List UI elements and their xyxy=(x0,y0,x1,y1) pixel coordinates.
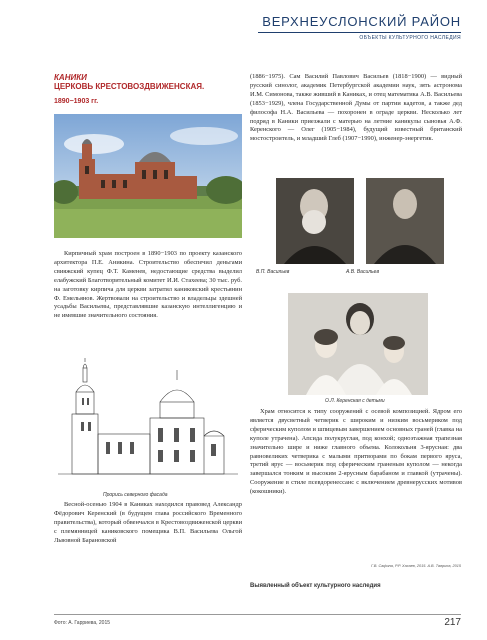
left-paragraph-2-wrap xyxy=(54,501,242,546)
photo-credit: Фото: А. Гарриева, 2015 xyxy=(54,620,111,626)
drawing-caption: Прорись северного фасада xyxy=(103,492,168,498)
portrait-caption-1: В.П. Васильев xyxy=(256,269,290,275)
group-photo xyxy=(288,293,428,395)
place-name: КАНИКИ xyxy=(54,73,87,82)
right-paragraph-2-wrap xyxy=(250,408,462,497)
entry-years: 1890−1903 гг. xyxy=(54,98,99,105)
section-title: ВЕРХНЕУСЛОНСКИЙ РАЙОН xyxy=(262,14,461,29)
right-paragraph-1-wrap xyxy=(250,73,462,144)
footer-divider xyxy=(54,614,461,615)
header-divider xyxy=(258,32,461,33)
body-paragraph: Храм относится к типу сооружений с осевой композицией. Ядром его является двусветный четверик с широким и низким восьмериком под сферическим куполом и шпицевым завершением основных граней (главка на куполе утрачена). Апсида полукруглая, под конхой; одноэтажная трапезная значительно шире и ниже главного объема. Колокольня 3-ярусная: два равновеликих четверика с малыми притворами по бокам первого яруса, третий ярус — восьмерик под сферическим граненым куполом — некогда завершался тонким и высоким 2-ярусным барабаном и главкой (утрачены). Сооружение в стиле псевдоренессанс с включением древнерусских мотивов (кокошники). xyxy=(250,408,462,496)
page-number: 217 xyxy=(444,617,461,628)
group-photo-caption: О.Л. Керенская с детьми xyxy=(325,398,385,404)
portraits-photo xyxy=(250,176,462,266)
left-paragraph-1-wrap xyxy=(54,250,242,321)
facade-drawing xyxy=(54,356,242,488)
body-paragraph: Весной-осенью 1904 в Каниках находился правовед Александр Фёдорович Керенский (в будущем глава российского Временного правительства), который обвенчался в Крестовоздвиженской церкви с племянницей каниковского помещика В.П. Васильева Ольгой Львовной Барановской xyxy=(54,501,242,544)
portrait-caption-2: А.В. Васильев xyxy=(346,269,380,275)
entry-title: ЦЕРКОВЬ КРЕСТОВОЗДВИЖЕНСКАЯ. xyxy=(54,82,205,91)
heritage-status: Выявленный объект культурного наследия xyxy=(250,583,381,589)
section-subtitle: ОБЪЕКТЫ КУЛЬТУРНОГО НАСЛЕДИЯ xyxy=(359,35,461,41)
body-paragraph: Кирпичный храм построен в 1890−1903 по проекту казанского архитектора П.Е. Аникина. Строительство обеспечил деньгами свияжский купец Ф.Т. Каменев, недостающие средства выделил елабужский Благотворительный комитет И.И. Стахеева; 30 тыс. руб. на заготовку кирпича для церкви затратил каниковский крестьянин Ф. Емельянов. Жертвовали на строительство и владельцы здешней усадьбы Васильевы, представлявшие казанскую интеллигенцию и не имевшие значительного состояния. xyxy=(54,250,242,320)
drawing-credit: Г.В. Сафина, Р.Р. Хасаев, 2015. А.В. Таврина, 2015 xyxy=(371,564,461,568)
church-photo xyxy=(54,114,242,238)
body-paragraph: (1886−1975). Сам Василий Павлович Васильев (1818−1900) — видный русский синолог, академик Петербургской академии наук, зять астронома И.М. Симонова, также живший в Каниках, и отец математика А.В. Васильева (1853−1929), члена Государственной Думы от партии кадетов, а также дед философа Н.А. Васильева — похоронен в ограде церкви. Несколько лет подряд в Каники приезжали с матерью на летние каникулы сыновья А.Ф. Керенского — Олег (1905−1984), будущий известный британский мостостроитель, и младший Глеб (1907−1990), инженер-энергетик. xyxy=(250,73,462,143)
